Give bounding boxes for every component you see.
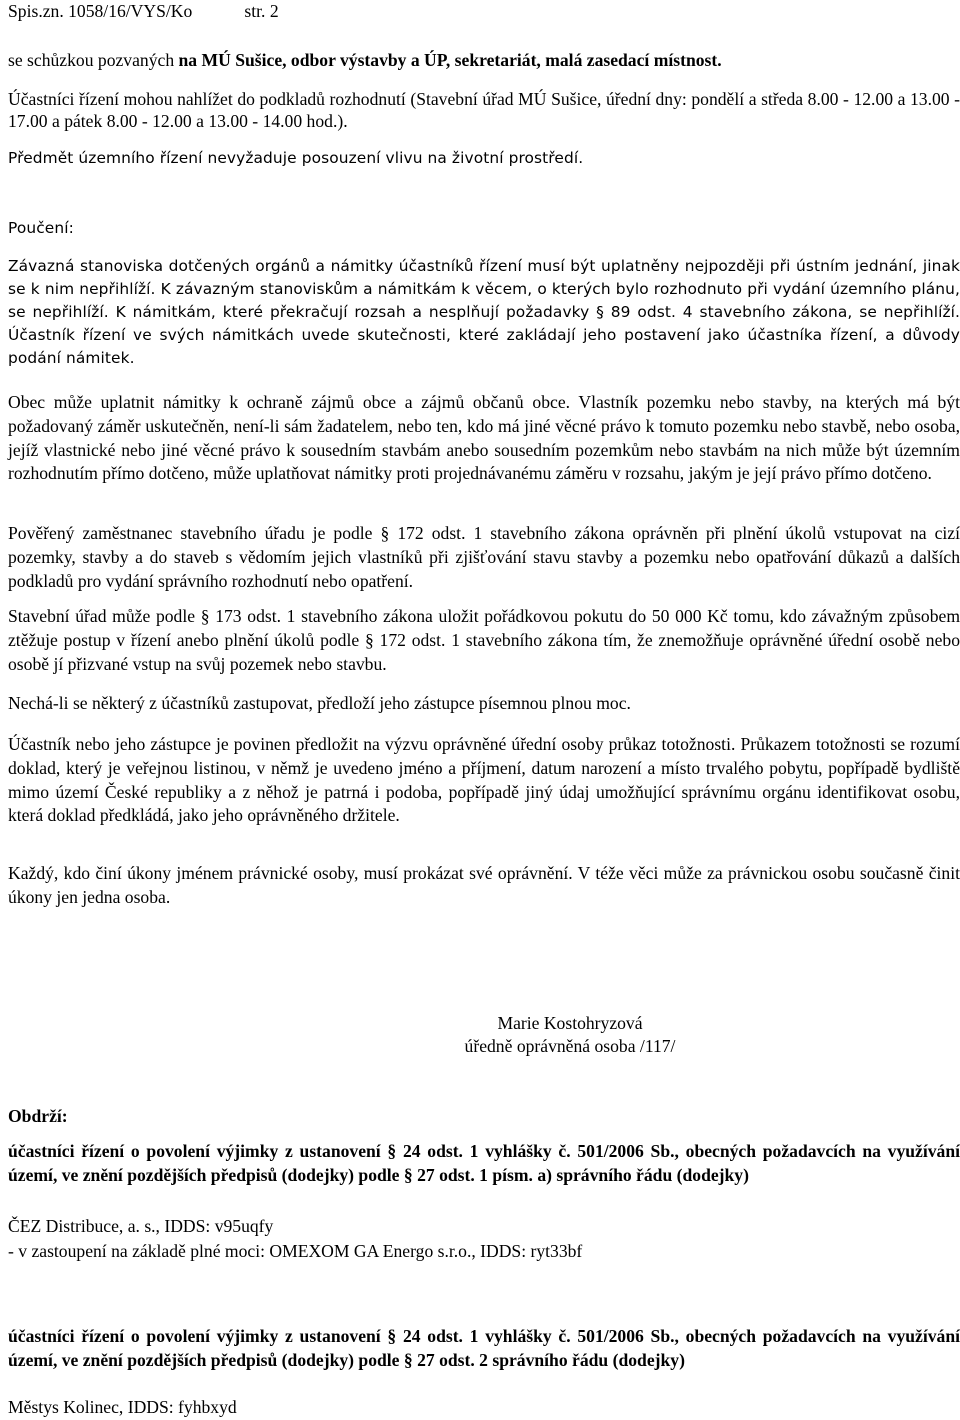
meeting-location-place: na MÚ Sušice, odbor výstavby a ÚP, sekretariát, malá zasedací místnost. [178,50,722,70]
instruction-paragraph-3: Pověřený zaměstnanec stavebního úřadu je podle § 172 odst. 1 stavebního zákona oprávněn při plnění úkolů vstupovat na cizí pozemky, stavby a do staveb s vědomím jejich vlastníků při zjišťování stavu stavby a pozemku nebo opatřování důkazů a dalších podkladů pro vydání správního rozhodnutí nebo opatření. [8,523,960,591]
instruction-paragraph-1: Závazná stanoviska dotčených orgánů a námitky účastníků řízení musí být uplatněny nejpozději při ústním jednání, jinak se k nim nepřihlíží. K závazným stanoviskům a námitkám k věcem, o kterých bylo rozhodnuto při vydání územního plánu, se nepřihlíží. K námitkám, které překračují rozsah a nesplňují požadavky § 89 odst. 4 stavebního zákona, se nepřihlíží. Účastník řízení ve svých námitkách uvede skutečnosti, které zakládají jeho postavení jako účastníka řízení, a důvody podání námitek. [8,257,960,367]
instruction-paragraph-6: Účastník nebo jeho zástupce je povinen předložit na výzvu oprávněné úřední osoby průkaz totožnosti. Průkazem totožnosti se rozumí doklad, který je veřejnou listinou, v němž je uvedeno jméno a příjmení, datum narození a místo trvalého pobytu, popřípadě bydliště mimo území České republiky a z něhož je patrná i podoba, popřípadě jiný údaj umožňující správnímu orgánu identifikovat osobu, která doklad předkládá, jako jeho oprávněného držitele. [8,734,960,826]
document-access-info: Účastníci řízení mohou nahlížet do podkladů rozhodnutí (Stavební úřad MÚ Sušice, úřední dny: pondělí a středa 8.00 - 12.00 a 13.00 - 17.00 a pátek 8.00 - 12.00 a 13.00 - 14.00 hod.). [8,89,960,131]
recipient-group-2-title: účastníci řízení o povolení výjimky z ustanovení § 24 odst. 1 vyhlášky č. 501/2006 Sb., obecných požadavcích na využívání území, ve znění pozdějších předpisů (dodejky) podle § 27 odst. 2 správního řádu (dodejky) [8,1326,960,1370]
instruction-heading: Poučení: [8,219,74,237]
recipients-heading: Obdrží: [8,1106,68,1126]
signatory-title: úředně oprávněná osoba /117/ [464,1036,676,1056]
meeting-location-prefix: se schůzkou pozvaných [8,50,179,70]
meeting-location [0,49,960,71]
page-header [8,0,960,22]
signatory-name: Marie Kostohryzová [497,1013,643,1033]
recipient-group-1-item-2: - v zastoupení na základě plné moci: OMEXOM GA Energo s.r.o., IDDS: ryt33bf [8,1241,583,1261]
environment-note: Předmět územního řízení nevyžaduje posouzení vlivu na životní prostředí. [8,149,584,167]
instruction-paragraph-2: Obec může uplatnit námitky k ochraně zájmů obce a zájmů občanů obce. Vlastník pozemku nebo stavby, na kterých má být požadovaný záměr uskutečněn, není-li sám žadatelem, nebo ten, kdo má jiné věcné právo k tomuto pozemku nebo stavbě, nebo osoba, jejíž vlastnické nebo jiné věcné právo k sousedním stavbám anebo sousedním pozemkům nebo stavbám na nich může být územním rozhodnutím přímo dotčeno, může uplatňovat námitky proti projednávanému záměru v rozsahu, jakým je její právo přímo dotčeno. [8,392,960,484]
recipient-group-1-title: účastníci řízení o povolení výjimky z ustanovení § 24 odst. 1 vyhlášky č. 501/2006 Sb., obecných požadavcích na využívání území, ve znění pozdějších předpisů (dodejky) podle § 27 odst. 1 písm. a) správního řádu (dodejky) [8,1141,960,1185]
page-number: str. 2 [244,1,279,21]
instruction-paragraph-7: Každý, kdo činí úkony jménem právnické osoby, musí prokázat své oprávnění. V téže věci může za právnickou osobu současně činit úkony jen jedna osoba. [8,863,960,907]
file-reference: Spis.zn. 1058/16/VYS/Ko [8,1,193,21]
recipient-group-1-item-1: ČEZ Distribuce, a. s., IDDS: v95uqfy [8,1216,274,1236]
instruction-paragraph-4: Stavební úřad může podle § 173 odst. 1 stavebního zákona uložit pořádkovou pokutu do 50 000 Kč tomu, kdo závažným způsobem ztěžuje postup v řízení anebo plnění úkolů podle § 172 odst. 1 stavebního zákona tím, že znemožňuje oprávněné úřední osobě nebo osobě jí přizvané vstup na svůj pozemek nebo stavbu. [8,606,960,674]
recipient-group-2-item-1: Městys Kolinec, IDDS: fyhbxyd [8,1397,237,1417]
instruction-paragraph-5: Nechá-li se některý z účastníků zastupovat, předloží jeho zástupce písemnou plnou moc. [8,693,631,713]
